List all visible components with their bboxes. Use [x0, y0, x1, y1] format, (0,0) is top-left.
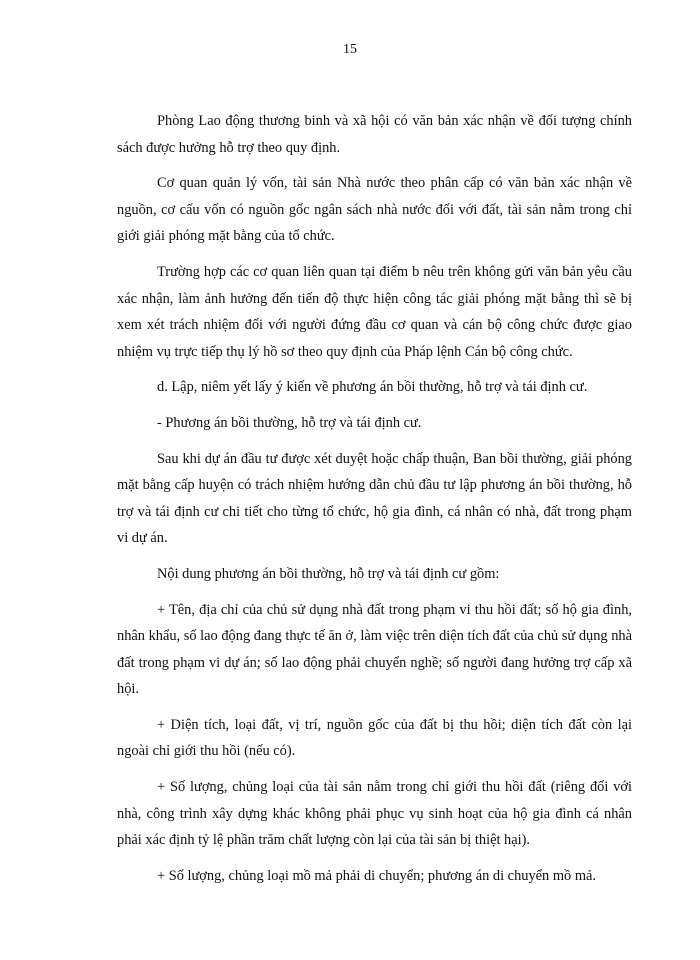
subheading-plan: - Phương án bồi thường, hỗ trợ và tái định cư.: [157, 414, 422, 431]
document-body: [117, 108, 632, 898]
paragraph-labor-confirmation: Phòng Lao động thương binh và xã hội có văn bản xác nhận về đối tượng chính sách được hưởng hỗ trợ theo quy định.: [117, 113, 632, 156]
section-heading-d: d. Lập, niêm yết lấy ý kiến về phương án bồi thường, hỗ trợ và tái định cư.: [157, 379, 588, 396]
paragraph-plan-contents-intro: Nội dung phương án bồi thường, hỗ trợ và tái định cư gồm:: [157, 565, 500, 582]
list-item-land-info: + Diện tích, loại đất, vị trí, nguồn gốc của đất bị thu hồi; diện tích đất còn lại ngoài chỉ giới thu hồi (nếu có).: [117, 716, 632, 760]
list-item-owner-info: + Tên, địa chỉ của chủ sử dụng nhà đất trong phạm vi thu hồi đất; số hộ gia đình, nhân khẩu, số lao động đang thực tế ăn ở, làm việc trên diện tích đất của chủ sử dụng nhà đất trong phạm vi dự án; số lao động phải chuyển nghề; số người đang hưởng trợ cấp xã hội.: [117, 601, 632, 698]
paragraph-plan-preparation: Sau khi dự án đầu tư được xét duyệt hoặc chấp thuận, Ban bồi thường, giải phóng mặt bằng cấp huyện có trách nhiệm hướng dẫn chủ đầu tư lập phương án bồi thường, hỗ trợ và tái định cư chi tiết cho từng tổ chức, hộ gia đình, cá nhân có nhà, đất trong phạm vi dự án.: [117, 450, 632, 547]
paragraph-responsibility: Trường hợp các cơ quan liên quan tại điểm b nêu trên không gửi văn bản yêu cầu xác nhận, làm ảnh hưởng đến tiến độ thực hiện công tác giải phóng mặt bằng thì sẽ bị xem xét trách nhiệm đối với người đứng đầu cơ quan và cán bộ công chức được giao nhiệm vụ trực tiếp thụ lý hồ sơ theo quy định của Pháp lệnh Cán bộ công chức.: [117, 263, 632, 360]
paragraph-state-capital-confirmation: Cơ quan quản lý vốn, tài sản Nhà nước theo phân cấp có văn bản xác nhận về nguồn, cơ cấu vốn có nguồn gốc ngân sách nhà nước đối với đất, tài sản nằm trong chỉ giới giải phóng mặt bằng của tổ chức.: [117, 175, 632, 245]
page-number: 15: [343, 42, 357, 57]
list-item-assets: + Số lượng, chủng loại của tài sản nằm trong chỉ giới thu hồi đất (riêng đối với nhà, công trình xây dựng khác không phải phục vụ sinh hoạt của hộ gia đình cá nhân phải xác định tỷ lệ phần trăm chất lượng còn lại của tài sản bị thiệt hại).: [117, 779, 632, 849]
list-item-graves: + Số lượng, chủng loại mồ mả phải di chuyển; phương án di chuyển mồ mả.: [157, 867, 597, 884]
